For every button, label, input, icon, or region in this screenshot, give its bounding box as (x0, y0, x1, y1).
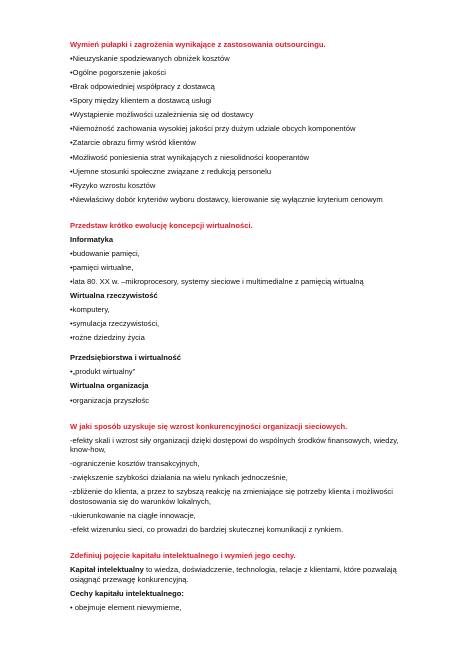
list-item: •Zatarcie obrazu firmy wśród klientów (70, 138, 196, 148)
document-content (70, 40, 410, 617)
list-item: •Spory między klientem a dostawcą usługi (70, 96, 212, 106)
list-item (70, 511, 410, 521)
list-item: • obejmuje element niewymierne, (70, 602, 182, 612)
list-item: •Nieuzyskanie spodziewanych obniżek kosztów (70, 54, 230, 64)
list-item: •organizacja przyszłośc (70, 395, 150, 405)
list-item-line: -zwiększenie szybkości działania na wielu rynkach jednocześnie, (70, 473, 288, 483)
list-item: •Niewłaściwy dobór kryteriów wyboru dostawcy, kierowanie się wyłącznie kryterium cenowym (70, 194, 383, 204)
list-item: •Wystąpienie możliwości uzależnienia się od dostawcy (70, 110, 254, 120)
subheading-virtual-reality: Wirtualna rzeczywistość (70, 291, 158, 301)
outsourcing-risk-list (70, 54, 410, 204)
definition-text: to wiedza, doświadczenie, technologia, relacje z klientami, które pozwalają (143, 565, 397, 575)
list-item-line: -zbliżenie do klienta, a przez to szybszą reakcję na zmieniające się potrzeby klienta i możliwości (70, 487, 393, 497)
subheading-virtual-organization: Wirtualna organizacja (70, 381, 149, 391)
list-item (70, 525, 410, 535)
list-item-line: -ukierunkowanie na ciągłe innowacje, (70, 511, 196, 520)
subheading-features: Cechy kapitału intelektualnego: (70, 588, 184, 598)
definition-paragraph (70, 565, 410, 584)
definition-term: Kapitał intelektualny (70, 565, 144, 575)
list-item: •budowanie pamięci, (70, 248, 140, 258)
definition-line: osiągnąć przewagę konkurencyjną. (70, 574, 189, 584)
question-outsourcing-risks: Wymień pułapki i zagrożenia wynikające z zastosowania outsourcingu. (70, 40, 326, 49)
list-item: •Niemożność zachowania wysokiej jakości przy dużym udziale obcych komponentów (70, 124, 356, 134)
list-item-line: -ograniczenie kosztów transakcyjnych, (70, 459, 200, 469)
list-item (70, 487, 410, 506)
list-item: •pamięci wirtualne, (70, 262, 134, 272)
list-item-line: dostosowania się do warunków lokalnych, (70, 496, 211, 506)
list-item-line: -efekt wizerunku sieci, co prowadzi do bardziej skutecznej komunikacji z rynkiem. (70, 525, 344, 535)
question-network-competitiveness: W jaki sposób uzyskuje się wzrost konkurencyjności organizacji sieciowych. (70, 421, 348, 431)
question-intellectual-capital: Zdefiniuj pojęcie kapitału intelektualnego i wymień jego cechy. (70, 551, 296, 561)
list-item: •Możliwość poniesienia strat wynikających z niesolidności kooperantów (70, 152, 310, 162)
list-item: •lata 80. XX w. –mikroprocesory, systemy sieciowe i multimedialne z pamięcią wirtualną (70, 277, 364, 286)
list-item (70, 473, 410, 483)
subheading-informatyka: Informatyka (70, 234, 114, 244)
list-item: •Ogólne pogorszenie jakości (70, 68, 166, 78)
list-item (70, 459, 410, 469)
list-item (70, 436, 410, 455)
list-item-line: -efekty skali i wzrost siły organizacji dzięki dostępowi do wspólnych środków finansowych, wiedzy, (70, 435, 399, 445)
subheading-enterprises-virtuality: Przedsiębiorstwa i wirtualność (70, 353, 181, 363)
list-item: •komputery, (70, 305, 110, 315)
question-virtuality-evolution: Przedstaw krótko ewolucję koncepcji wirtualności. (70, 220, 253, 230)
list-item-line: know-how, (70, 445, 106, 455)
list-item: •Ujemne stosunki społeczne związane z redukcją personelu (70, 166, 272, 176)
list-item: •„produkt wirtualny” (70, 367, 136, 377)
list-item: •rożne dziedziny życia (70, 333, 145, 343)
definition-line (70, 565, 410, 575)
list-item: •symulacja rzeczywistości, (70, 319, 160, 329)
list-item: •Ryzyko wzrostu kosztów (70, 180, 156, 190)
list-item: •Brak odpowiedniej współpracy z dostawcą (70, 82, 215, 92)
